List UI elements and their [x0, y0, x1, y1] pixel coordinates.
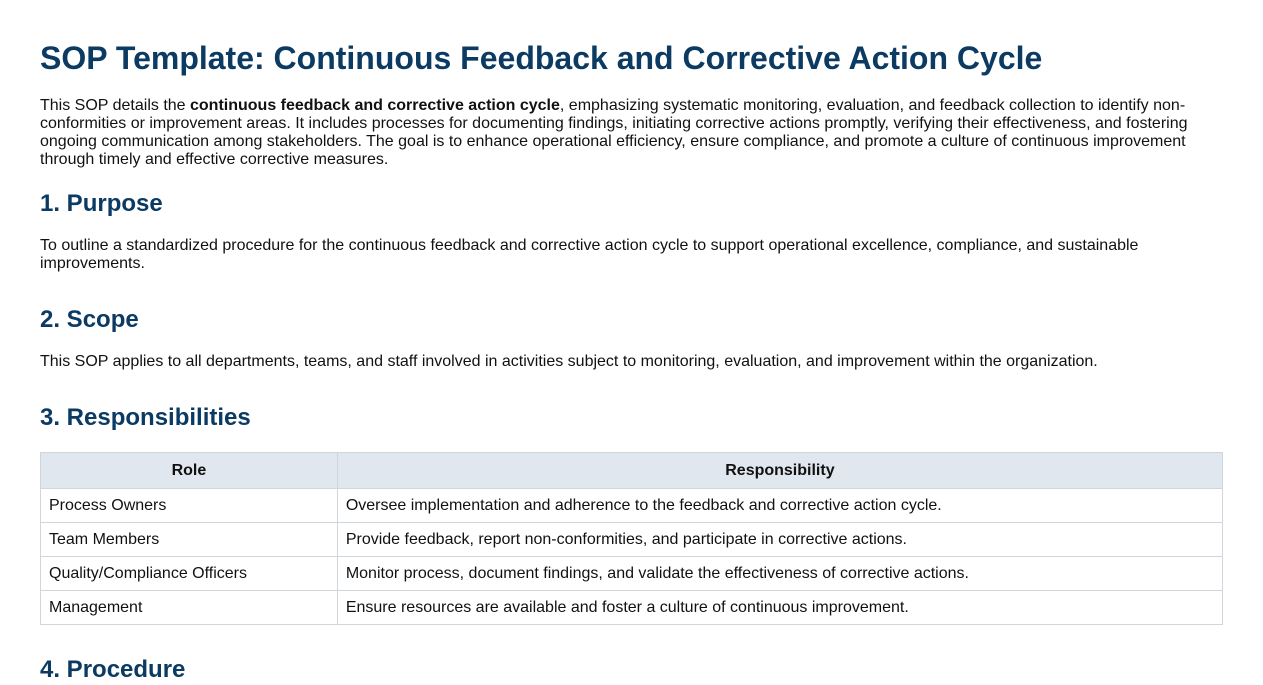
- intro-prefix: This SOP details the: [40, 97, 190, 114]
- role-cell: Team Members: [41, 523, 338, 557]
- responsibility-cell: Provide feedback, report non-conformities, and participate in corrective actions.: [337, 523, 1222, 557]
- role-cell: Process Owners: [41, 489, 338, 523]
- purpose-text: To outline a standardized procedure for the continuous feedback and corrective action cycle to support operational excellence, compliance, and sustainable improvements.: [40, 237, 1139, 272]
- responsibility-cell: Oversee implementation and adherence to the feedback and corrective action cycle.: [337, 489, 1222, 523]
- column-header-role: Role: [41, 453, 338, 489]
- scope-text: This SOP applies to all departments, teams, and staff involved in activities subject to monitoring, evaluation, and improvement within the organization.: [40, 353, 1098, 370]
- section-heading-purpose: 1. Purpose: [40, 190, 163, 217]
- table-row: [41, 591, 1223, 625]
- role-cell: Quality/Compliance Officers: [41, 557, 338, 591]
- table-header-row: [41, 453, 1223, 489]
- page-title: SOP Template: Continuous Feedback and Corrective Action Cycle: [40, 40, 1043, 76]
- table-row: [41, 523, 1223, 557]
- section-heading-responsibilities: 3. Responsibilities: [40, 404, 251, 431]
- responsibilities-table: [40, 452, 1223, 625]
- column-header-responsibility: Responsibility: [337, 453, 1222, 489]
- intro-paragraph: [40, 97, 1200, 169]
- section-heading-procedure: 4. Procedure: [40, 656, 186, 683]
- section-heading-scope: 2. Scope: [40, 306, 139, 333]
- intro-bold: continuous feedback and corrective action cycle: [190, 97, 560, 114]
- responsibility-cell: Ensure resources are available and foster a culture of continuous improvement.: [337, 591, 1222, 625]
- table-row: [41, 489, 1223, 523]
- intro-suffix: , emphasizing systematic monitoring, evaluation, and feedback collection to identify non-conformities or improvement areas. It includes processes for documenting findings, initiating corrective actions promptly, verifying their effectiveness, and fostering ongoing communication among stakeholders. The goal is to enhance operational efficiency, ensure compliance, and promote a culture of continuous improvement through timely and effective corrective measures.: [40, 97, 1188, 168]
- responsibility-cell: Monitor process, document findings, and validate the effectiveness of corrective actions.: [337, 557, 1222, 591]
- table-row: [41, 557, 1223, 591]
- role-cell: Management: [41, 591, 338, 625]
